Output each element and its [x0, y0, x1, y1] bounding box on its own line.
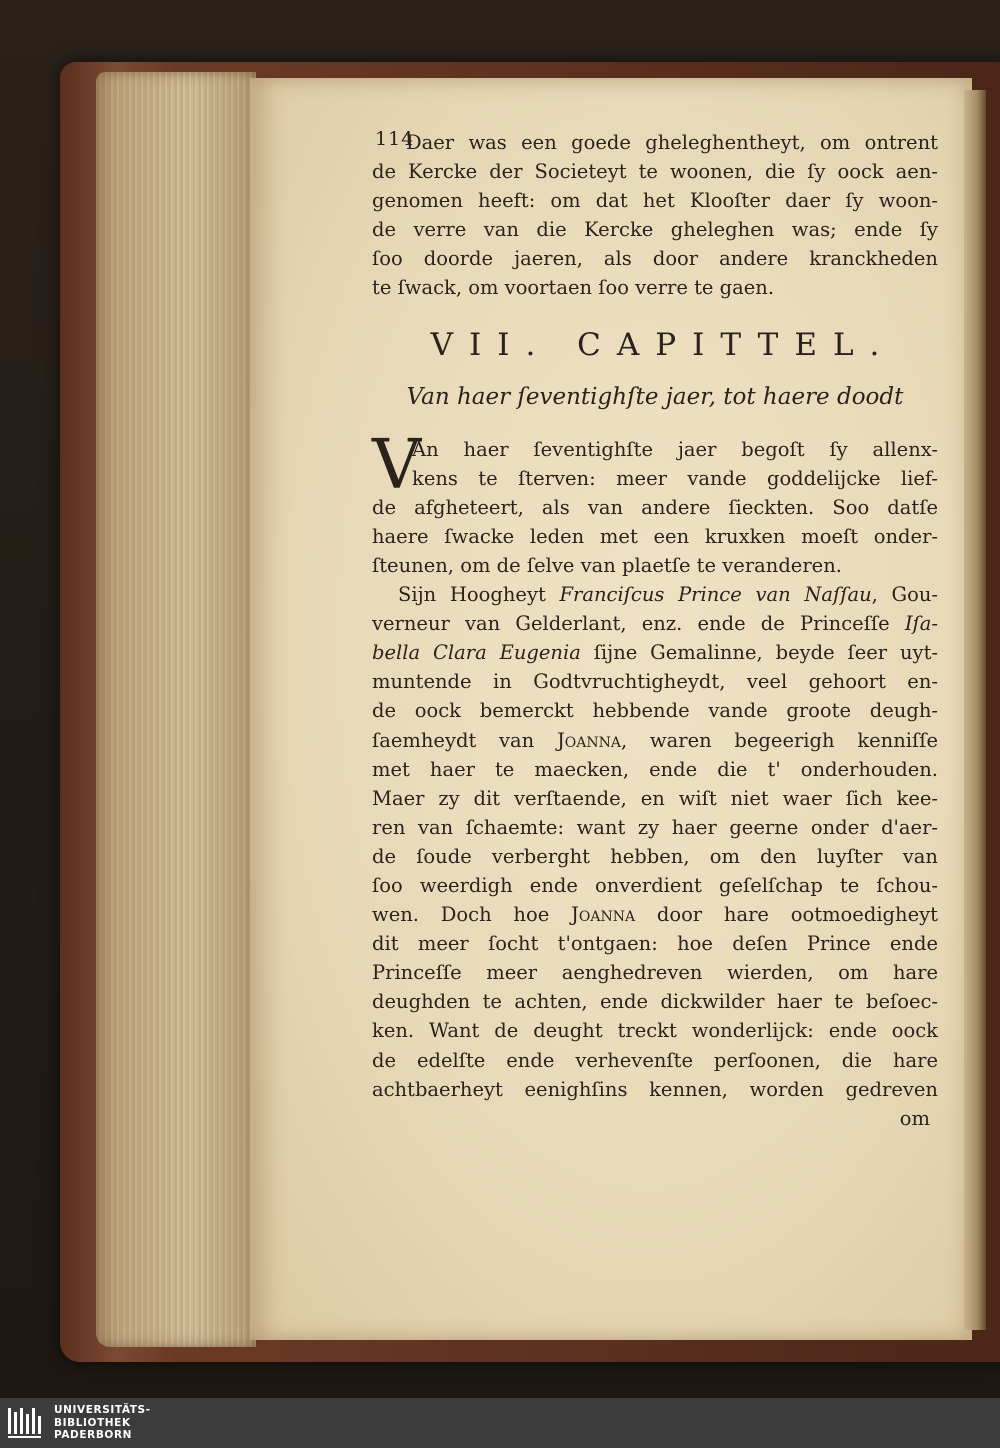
text-run: ſaemheydt van	[372, 728, 557, 752]
text-line: genomen heeft: om dat het Klooſter daer ſy woon-	[372, 189, 938, 213]
text-run: verneur van Gelderlant, enz. ende de Princeſſe	[372, 612, 905, 636]
text-line: de afgheteert, als van andere ſieckten. Soo datſe	[372, 495, 938, 519]
text-run: wen. Doch hoe	[372, 903, 572, 927]
smallcaps-name: Joanna	[556, 728, 621, 752]
library-name-line: BIBLIOTHEK	[54, 1416, 131, 1429]
chapter-title: VII. CAPITTEL.	[430, 326, 896, 363]
page-gutter	[964, 90, 986, 1330]
text-line: ren van ſchaemte: want zy haer geerne onder d'aer-	[372, 815, 938, 839]
text-line: de oock bemerckt hebbende vande groote deugh-	[372, 699, 938, 723]
page-number: 114	[375, 128, 415, 150]
italic-name: bella Clara Eugenia	[372, 641, 581, 665]
library-name-line: UNIVERSITÄTS-	[54, 1404, 151, 1416]
text-run: , waren begeerigh kenniſſe	[621, 728, 939, 752]
text-line: te ſwack, om voortaen ſoo verre te gaen.	[372, 276, 775, 300]
text-line: ſteunen, om de ſelve van plaetſe te veranderen.	[372, 553, 842, 577]
text-line: An haer ſeventighſte jaer begoſt ſy allenx-	[412, 437, 938, 461]
text-line: de edelſte ende verhevenſte perſoonen, die hare	[372, 1048, 938, 1072]
text-run: Sijn Hoogheyt	[398, 583, 560, 607]
text-run: ſijne Gemalinne, beyde ſeer uyt-	[580, 641, 938, 665]
catchword: om	[899, 1106, 930, 1130]
text-line: dit meer ſocht t'ontgaen: hoe deſen Prince ende	[372, 932, 938, 956]
text-run: , Gou-	[871, 583, 938, 607]
text-line: muntende in Godtvruchtigheydt, veel gehoort en-	[372, 670, 938, 694]
text-line: deughden te achten, ende dickwilder haer te beſoec-	[372, 990, 938, 1014]
paragraph-1	[372, 425, 938, 580]
page-text	[372, 128, 938, 1133]
library-logo-icon	[6, 1404, 46, 1442]
paragraph-2	[372, 580, 938, 1104]
text-line: ken. Want de deught treckt wonderlijck: ende oock	[372, 1019, 938, 1043]
italic-name: Franciſcus Prince van Naſſau	[559, 583, 872, 607]
smallcaps-name: Joanna	[571, 903, 636, 927]
text-run: door hare ootmoedigheyt	[635, 903, 938, 927]
library-name	[54, 1404, 151, 1442]
text-line: kens te ſterven: meer vande goddelijcke lief-	[412, 466, 938, 490]
text-line: de Kercke der Societeyt te woonen, die ſy oock aen-	[372, 160, 938, 184]
page-edges	[96, 72, 256, 1347]
text-line: ſoo weerdigh ende onverdient geſelſchap te ſchou-	[372, 873, 938, 897]
text-line	[372, 726, 938, 755]
text-line: de ſoude verberght hebben, om den luyſter van	[372, 844, 938, 868]
text-line: Daer was een goede gheleghentheyt, om ontrent	[406, 131, 938, 154]
text-line: Maer zy dit verſtaende, en wiſt niet waer ſich kee-	[372, 786, 938, 810]
text-line	[372, 900, 938, 929]
text-line	[372, 609, 938, 638]
text-line	[372, 580, 938, 609]
text-line: ſoo doorde jaeren, als door andere kranckheden	[372, 247, 938, 271]
text-line: Princeſſe meer aenghedreven wierden, om hare	[372, 961, 938, 985]
text-line: met haer te maecken, ende die t' onderhouden.	[372, 757, 938, 781]
text-line: de verre van die Kercke gheleghen was; ende ſy	[372, 218, 938, 242]
library-name-line: PADERBORN	[54, 1429, 133, 1441]
chapter-subtitle: Van haer ſeventighſte jaer, tot haere doodt	[406, 383, 904, 410]
footer-bar	[0, 1398, 1000, 1448]
text-line: haere ſwacke leden met een kruxken moeſt onder-	[372, 524, 938, 548]
italic-name: Iſa-	[904, 612, 938, 636]
text-line: achtbaerheyt eenighſins kennen, worden gedreven	[372, 1077, 938, 1101]
text-line	[372, 638, 938, 667]
drop-cap: V	[372, 425, 422, 505]
